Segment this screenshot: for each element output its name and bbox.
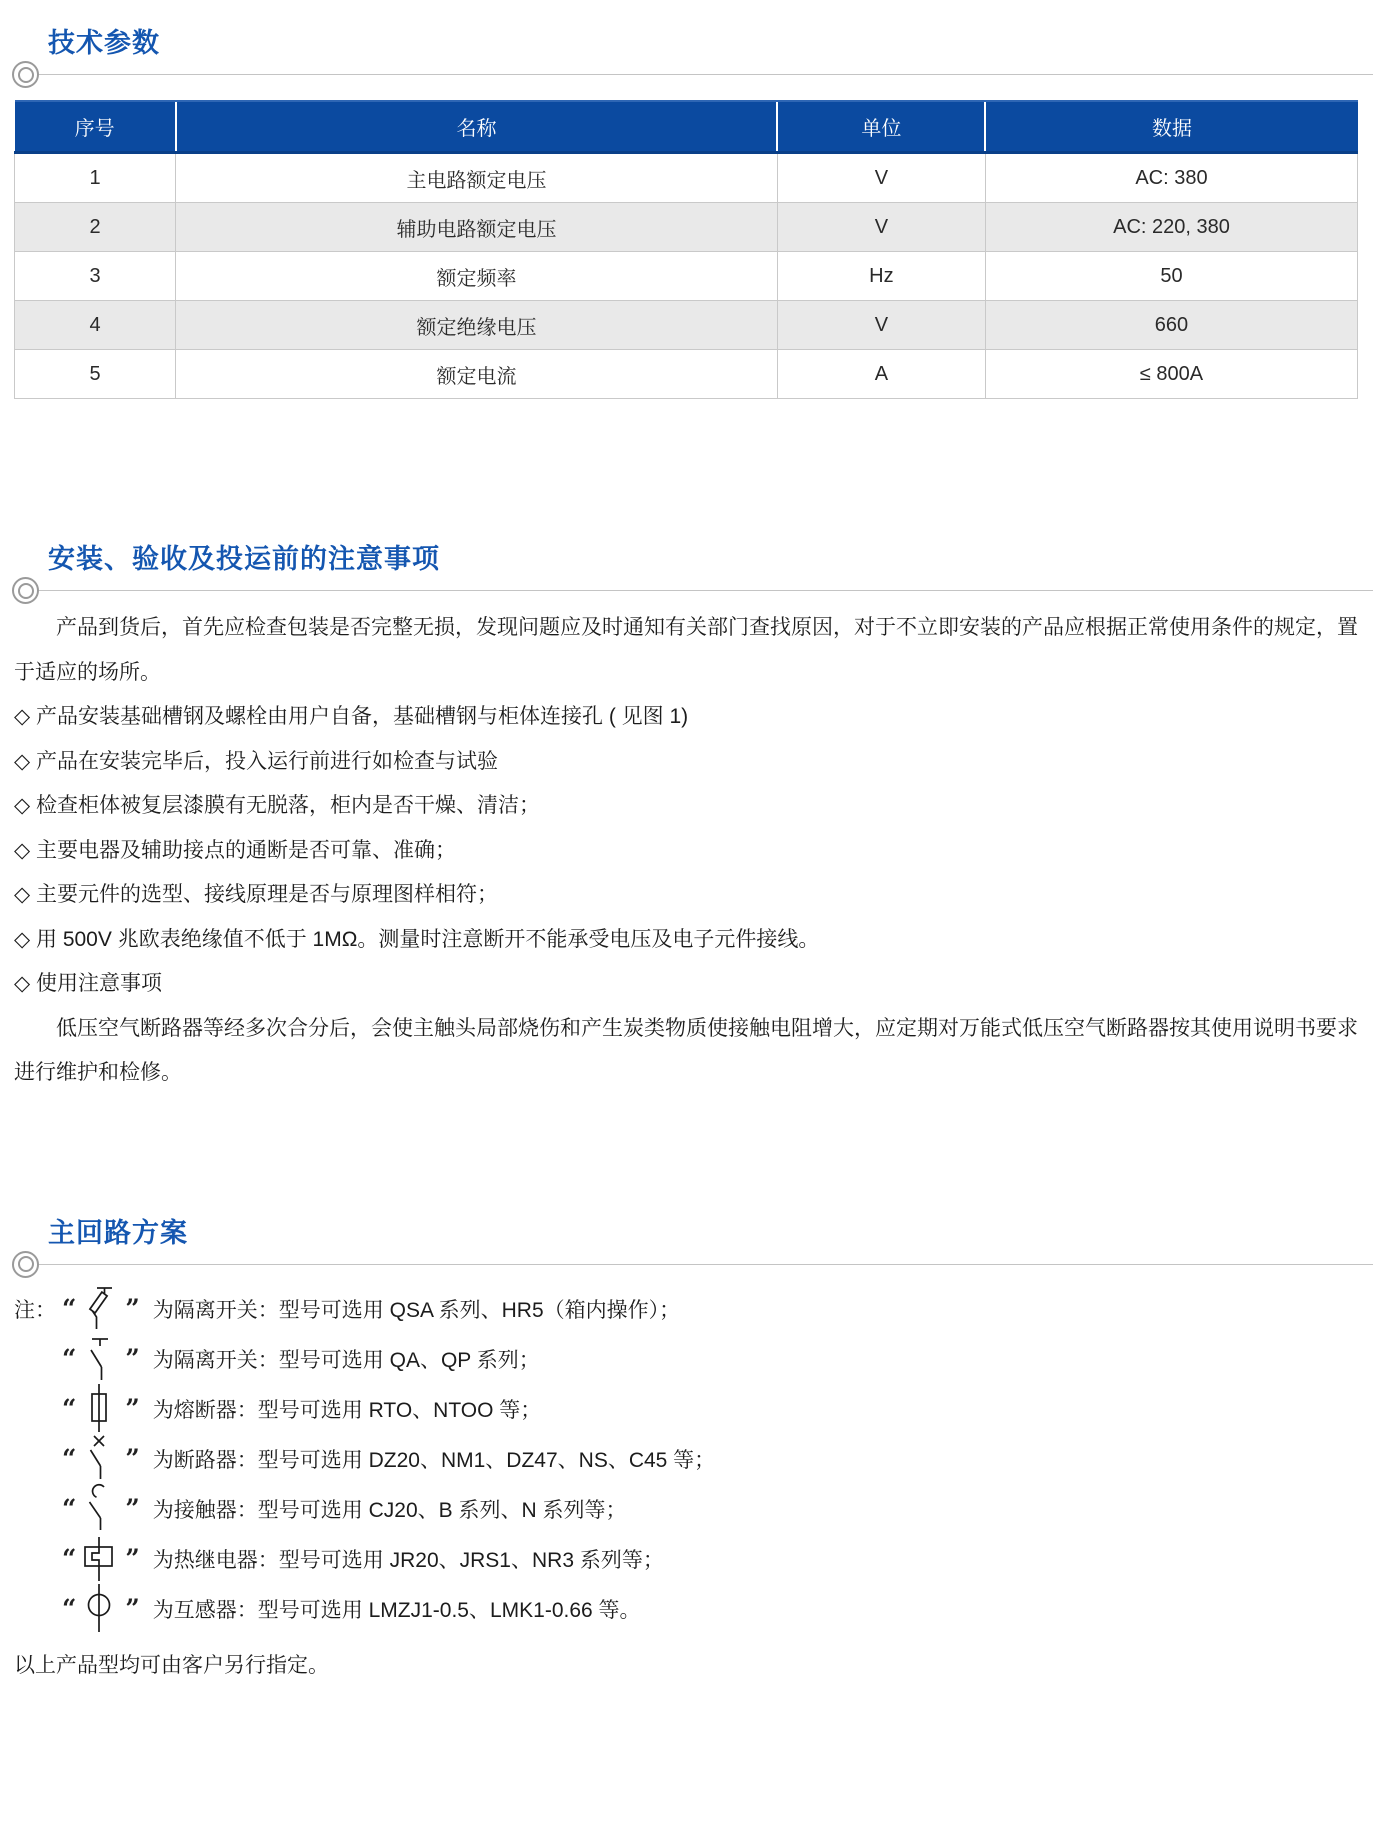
note-text: 为接触器：型号可选用 CJ20、B 系列、N 系列等； [152, 1498, 627, 1522]
quote-close-mark: ” [125, 1594, 140, 1623]
circuit-breaker-icon [79, 1434, 119, 1484]
thermal-relay-icon [79, 1534, 119, 1584]
note-label: 注： [14, 1298, 56, 1322]
note-text: 为隔离开关：型号可选用 QSA 系列、HR5（箱内操作）； [152, 1298, 681, 1322]
note-row [14, 1284, 1358, 1334]
section-install-notes [14, 542, 1358, 606]
current-transformer-icon [79, 1584, 119, 1634]
isolator-switch-icon [79, 1334, 119, 1384]
divider-line [38, 1264, 1373, 1265]
tech-params-table [14, 100, 1358, 399]
note-text: 为隔离开关：型号可选用 QA、QP 系列； [152, 1348, 540, 1372]
section-title: 安装、验收及投运前的注意事项 [48, 544, 440, 574]
table-cell: 额定频率 [176, 252, 778, 301]
quote-close-mark: ” [125, 1444, 140, 1473]
bullet-item: ◇ 产品在安装完毕后，投入运行前进行如检查与试验 [14, 749, 498, 773]
intro-paragraph: 产品到货后，首先应检查包装是否完整无损，发现问题应及时通知有关部门查找原因，对于不立即安装的产品应根据正常使用条件的规定，置于适应的场所。 [14, 616, 1358, 684]
note-row [14, 1584, 1358, 1634]
table-cell: 5 [15, 350, 176, 399]
table-cell: 额定绝缘电压 [176, 301, 778, 350]
table-cell: A [777, 350, 985, 399]
table-cell: 4 [15, 301, 176, 350]
table-row [15, 301, 1358, 350]
bullet-item: ◇ 主要元件的选型、接线原理是否与原理图样相符； [14, 883, 498, 906]
bullet-item: ◇ 检查柜体被复层漆膜有无脱落，柜内是否干燥、清洁； [14, 794, 540, 817]
section-marker-icon [12, 61, 39, 88]
quote-open-mark: “ [62, 1494, 77, 1523]
quote-open-mark: “ [62, 1444, 77, 1473]
table-cell: 2 [15, 203, 176, 252]
table-cell: 660 [985, 301, 1357, 350]
table-row [15, 252, 1358, 301]
section-divider [14, 576, 1373, 606]
divider-line [38, 74, 1373, 75]
table-cell: V [777, 153, 985, 203]
fuse-icon [79, 1384, 119, 1434]
install-notes-body [14, 606, 1358, 1096]
circuit-notes [14, 1284, 1358, 1688]
bullet-item: ◇ 使用注意事项 [14, 972, 162, 995]
table-cell: 50 [985, 252, 1357, 301]
closing-paragraph: 低压空气断路器等经多次合分后，会使主触头局部烧伤和产生炭类物质使接触电阻增大，应定期对万能式低压空气断路器按其使用说明书要求进行维护和检修。 [14, 1016, 1358, 1084]
note-text: 为断路器：型号可选用 DZ20、NM1、DZ47、NS、C45 等； [152, 1448, 716, 1472]
section-marker-icon [12, 1251, 39, 1278]
note-text: 为熔断器：型号可选用 RTO、NTOO 等； [152, 1398, 542, 1422]
quote-close-mark: ” [125, 1344, 140, 1373]
table-cell: AC: 380 [985, 153, 1357, 203]
note-text: 为互感器：型号可选用 LMZJ1-0.5、LMK1-0.66 等。 [152, 1598, 641, 1622]
bullet-item: ◇ 产品安装基础槽钢及螺栓由用户自备，基础槽钢与柜体连接孔 ( 见图 1) [14, 705, 689, 728]
table-cell: 主电路额定电压 [176, 153, 778, 203]
table-cell: ≤ 800A [985, 350, 1357, 399]
note-row [14, 1534, 1358, 1584]
notes-footer: 以上产品型均可由客户另行指定。 [14, 1653, 329, 1677]
table-cell: AC: 220, 380 [985, 203, 1357, 252]
table-cell: 3 [15, 252, 176, 301]
col-header-name: 名称 [176, 101, 778, 153]
table-header-row [15, 101, 1358, 153]
quote-open-mark: “ [62, 1344, 77, 1373]
section-title: 技术参数 [48, 28, 160, 58]
quote-open-mark: “ [62, 1294, 77, 1323]
quote-close-mark: ” [125, 1294, 140, 1323]
quote-open-mark: “ [62, 1594, 77, 1623]
section-marker-icon [12, 577, 39, 604]
table-row [15, 203, 1358, 252]
table-cell: 1 [15, 153, 176, 203]
note-row [14, 1334, 1358, 1384]
quote-open-mark: “ [62, 1544, 77, 1573]
quote-open-mark: “ [62, 1394, 77, 1423]
section-main-circuit [14, 1216, 1358, 1280]
contactor-icon [79, 1484, 119, 1534]
bullet-item: ◇ 用 500V 兆欧表绝缘值不低于 1MΩ。测量时注意断开不能承受电压及电子元件接线。 [14, 927, 820, 951]
section-title: 主回路方案 [48, 1217, 188, 1248]
note-text: 为热继电器：型号可选用 JR20、JRS1、NR3 系列等； [152, 1548, 664, 1572]
divider-line [38, 590, 1373, 591]
table-row [15, 153, 1358, 203]
table-cell: 辅助电路额定电压 [176, 203, 778, 252]
table-cell: Hz [777, 252, 985, 301]
note-row [14, 1384, 1358, 1434]
table-cell: 额定电流 [176, 350, 778, 399]
isolator-fuse-switch-icon [79, 1284, 119, 1334]
col-header-unit: 单位 [777, 101, 985, 153]
section-divider [14, 60, 1373, 90]
section-tech-params [14, 26, 1358, 90]
table-cell: V [777, 203, 985, 252]
quote-close-mark: ” [125, 1394, 140, 1423]
section-divider [14, 1250, 1373, 1280]
quote-close-mark: ” [125, 1544, 140, 1573]
quote-close-mark: ” [125, 1494, 140, 1523]
note-row [14, 1434, 1358, 1484]
col-header-index: 序号 [15, 101, 176, 153]
table-cell: V [777, 301, 985, 350]
col-header-data: 数据 [985, 101, 1357, 153]
note-row [14, 1484, 1358, 1534]
table-row [15, 350, 1358, 399]
bullet-item: ◇ 主要电器及辅助接点的通断是否可靠、准确； [14, 838, 456, 862]
